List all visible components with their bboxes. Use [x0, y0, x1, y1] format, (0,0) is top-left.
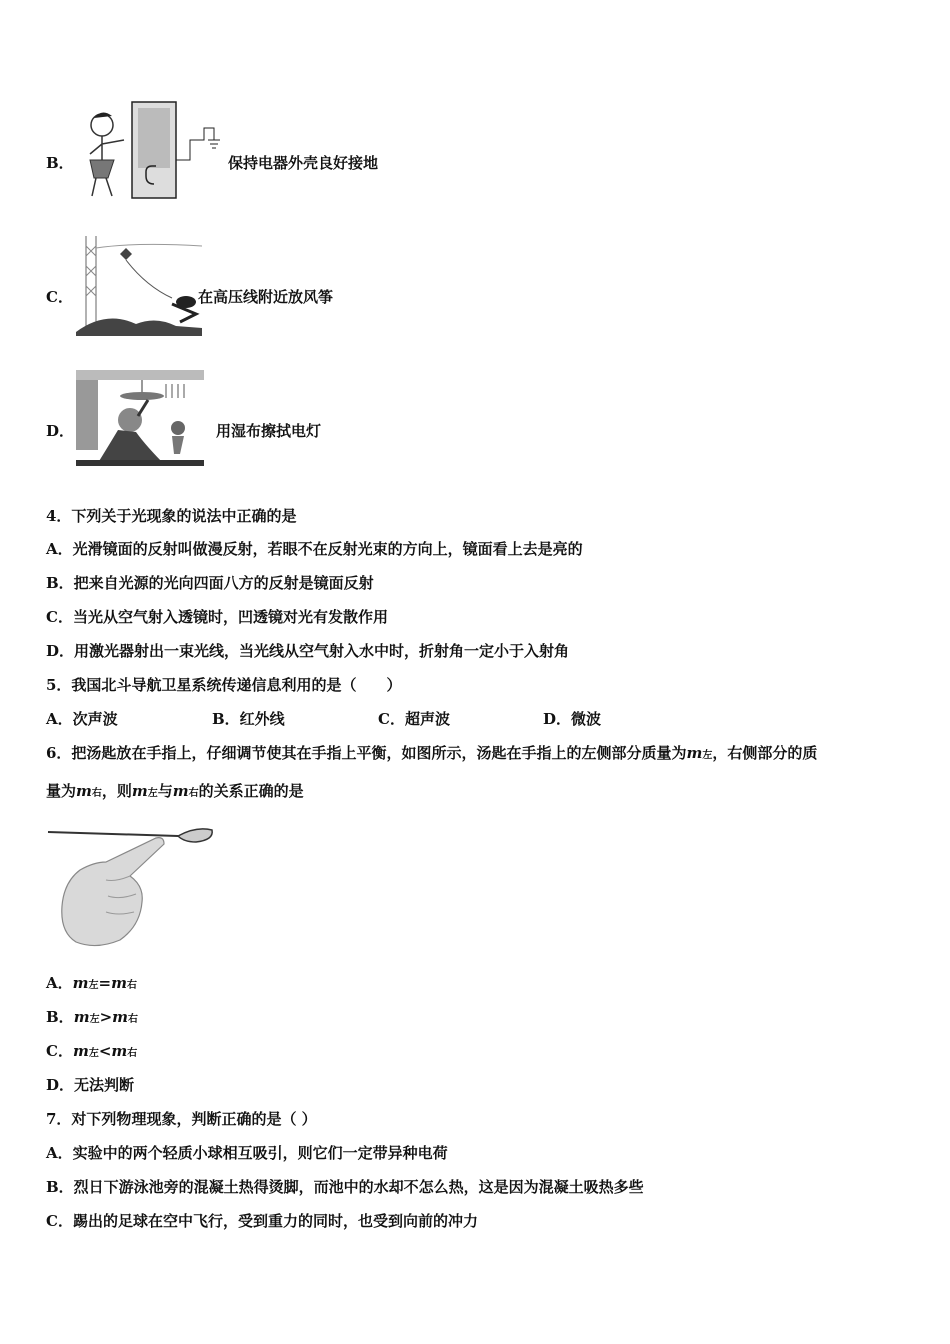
- question-7-stem: 7．对下列物理现象，判断正确的是（ ）: [46, 1110, 317, 1128]
- q5-option-c[interactable]: C．超声波: [378, 710, 450, 728]
- q4-option-c[interactable]: C．当光从空气射入透镜时，凹透镜对光有发散作用: [46, 608, 388, 626]
- question-5-stem: 5．我国北斗导航卫星系统传递信息利用的是（ ）: [46, 676, 402, 694]
- spoon-on-finger-illustration-icon: [46, 822, 216, 954]
- wet-cloth-lamp-illustration-icon: [76, 370, 204, 466]
- q3-option-c[interactable]: [46, 236, 446, 336]
- q6-option-c[interactable]: C．m左<m右: [46, 1042, 138, 1060]
- q7-option-c[interactable]: C．踢出的足球在空中飞行，受到重力的同时，也受到向前的冲力: [46, 1212, 478, 1230]
- kite-powerline-illustration-icon: [76, 236, 202, 336]
- q4-option-b[interactable]: B．把来自光源的光向四面八方的反射是镜面反射: [46, 574, 374, 592]
- option-caption: 保持电器外壳良好接地: [228, 154, 379, 172]
- q5-options: [46, 708, 706, 728]
- q5-option-b[interactable]: B．红外线: [212, 710, 285, 728]
- q6-option-b[interactable]: B．m左>m右: [46, 1008, 139, 1026]
- option-caption: 用湿布擦拭电灯: [216, 422, 322, 440]
- q6-option-a[interactable]: A．m左=m右: [46, 974, 137, 992]
- q4-option-a[interactable]: A．光滑镜面的反射叫做漫反射，若眼不在反射光束的方向上，镜面看上去是亮的: [46, 540, 583, 558]
- question-6-stem-line-1: 6．把汤匙放在手指上，仔细调节使其在手指上平衡，如图所示，汤匙在手指上的左侧部分质量为m左，右侧部分的质: [46, 744, 818, 762]
- option-label: B．: [46, 154, 74, 172]
- q6-option-d[interactable]: D．无法判断: [46, 1076, 135, 1094]
- q7-option-a[interactable]: A．实验中的两个轻质小球相互吸引，则它们一定带异种电荷: [46, 1144, 448, 1162]
- option-label: D．: [46, 422, 75, 440]
- question-4-stem: 4．下列关于光现象的说法中正确的是: [46, 507, 297, 525]
- question-6-stem-line-2: 量为m右，则m左与m右的关系正确的是: [46, 782, 304, 800]
- q5-option-a[interactable]: A．次声波: [46, 710, 118, 728]
- q3-option-b[interactable]: [46, 100, 446, 200]
- ground-appliance-illustration-icon: [72, 100, 232, 200]
- q3-option-d[interactable]: [46, 370, 446, 470]
- option-caption: 在高压线附近放风筝: [198, 288, 334, 306]
- q7-option-b[interactable]: B．烈日下游泳池旁的混凝土热得烫脚，而池中的水却不怎么热，这是因为混凝土吸热多些: [46, 1178, 644, 1196]
- q4-option-d[interactable]: D．用激光器射出一束光线，当光线从空气射入水中时，折射角一定小于入射角: [46, 642, 570, 660]
- q5-option-d[interactable]: D．微波: [543, 710, 602, 728]
- option-label: C．: [46, 288, 73, 306]
